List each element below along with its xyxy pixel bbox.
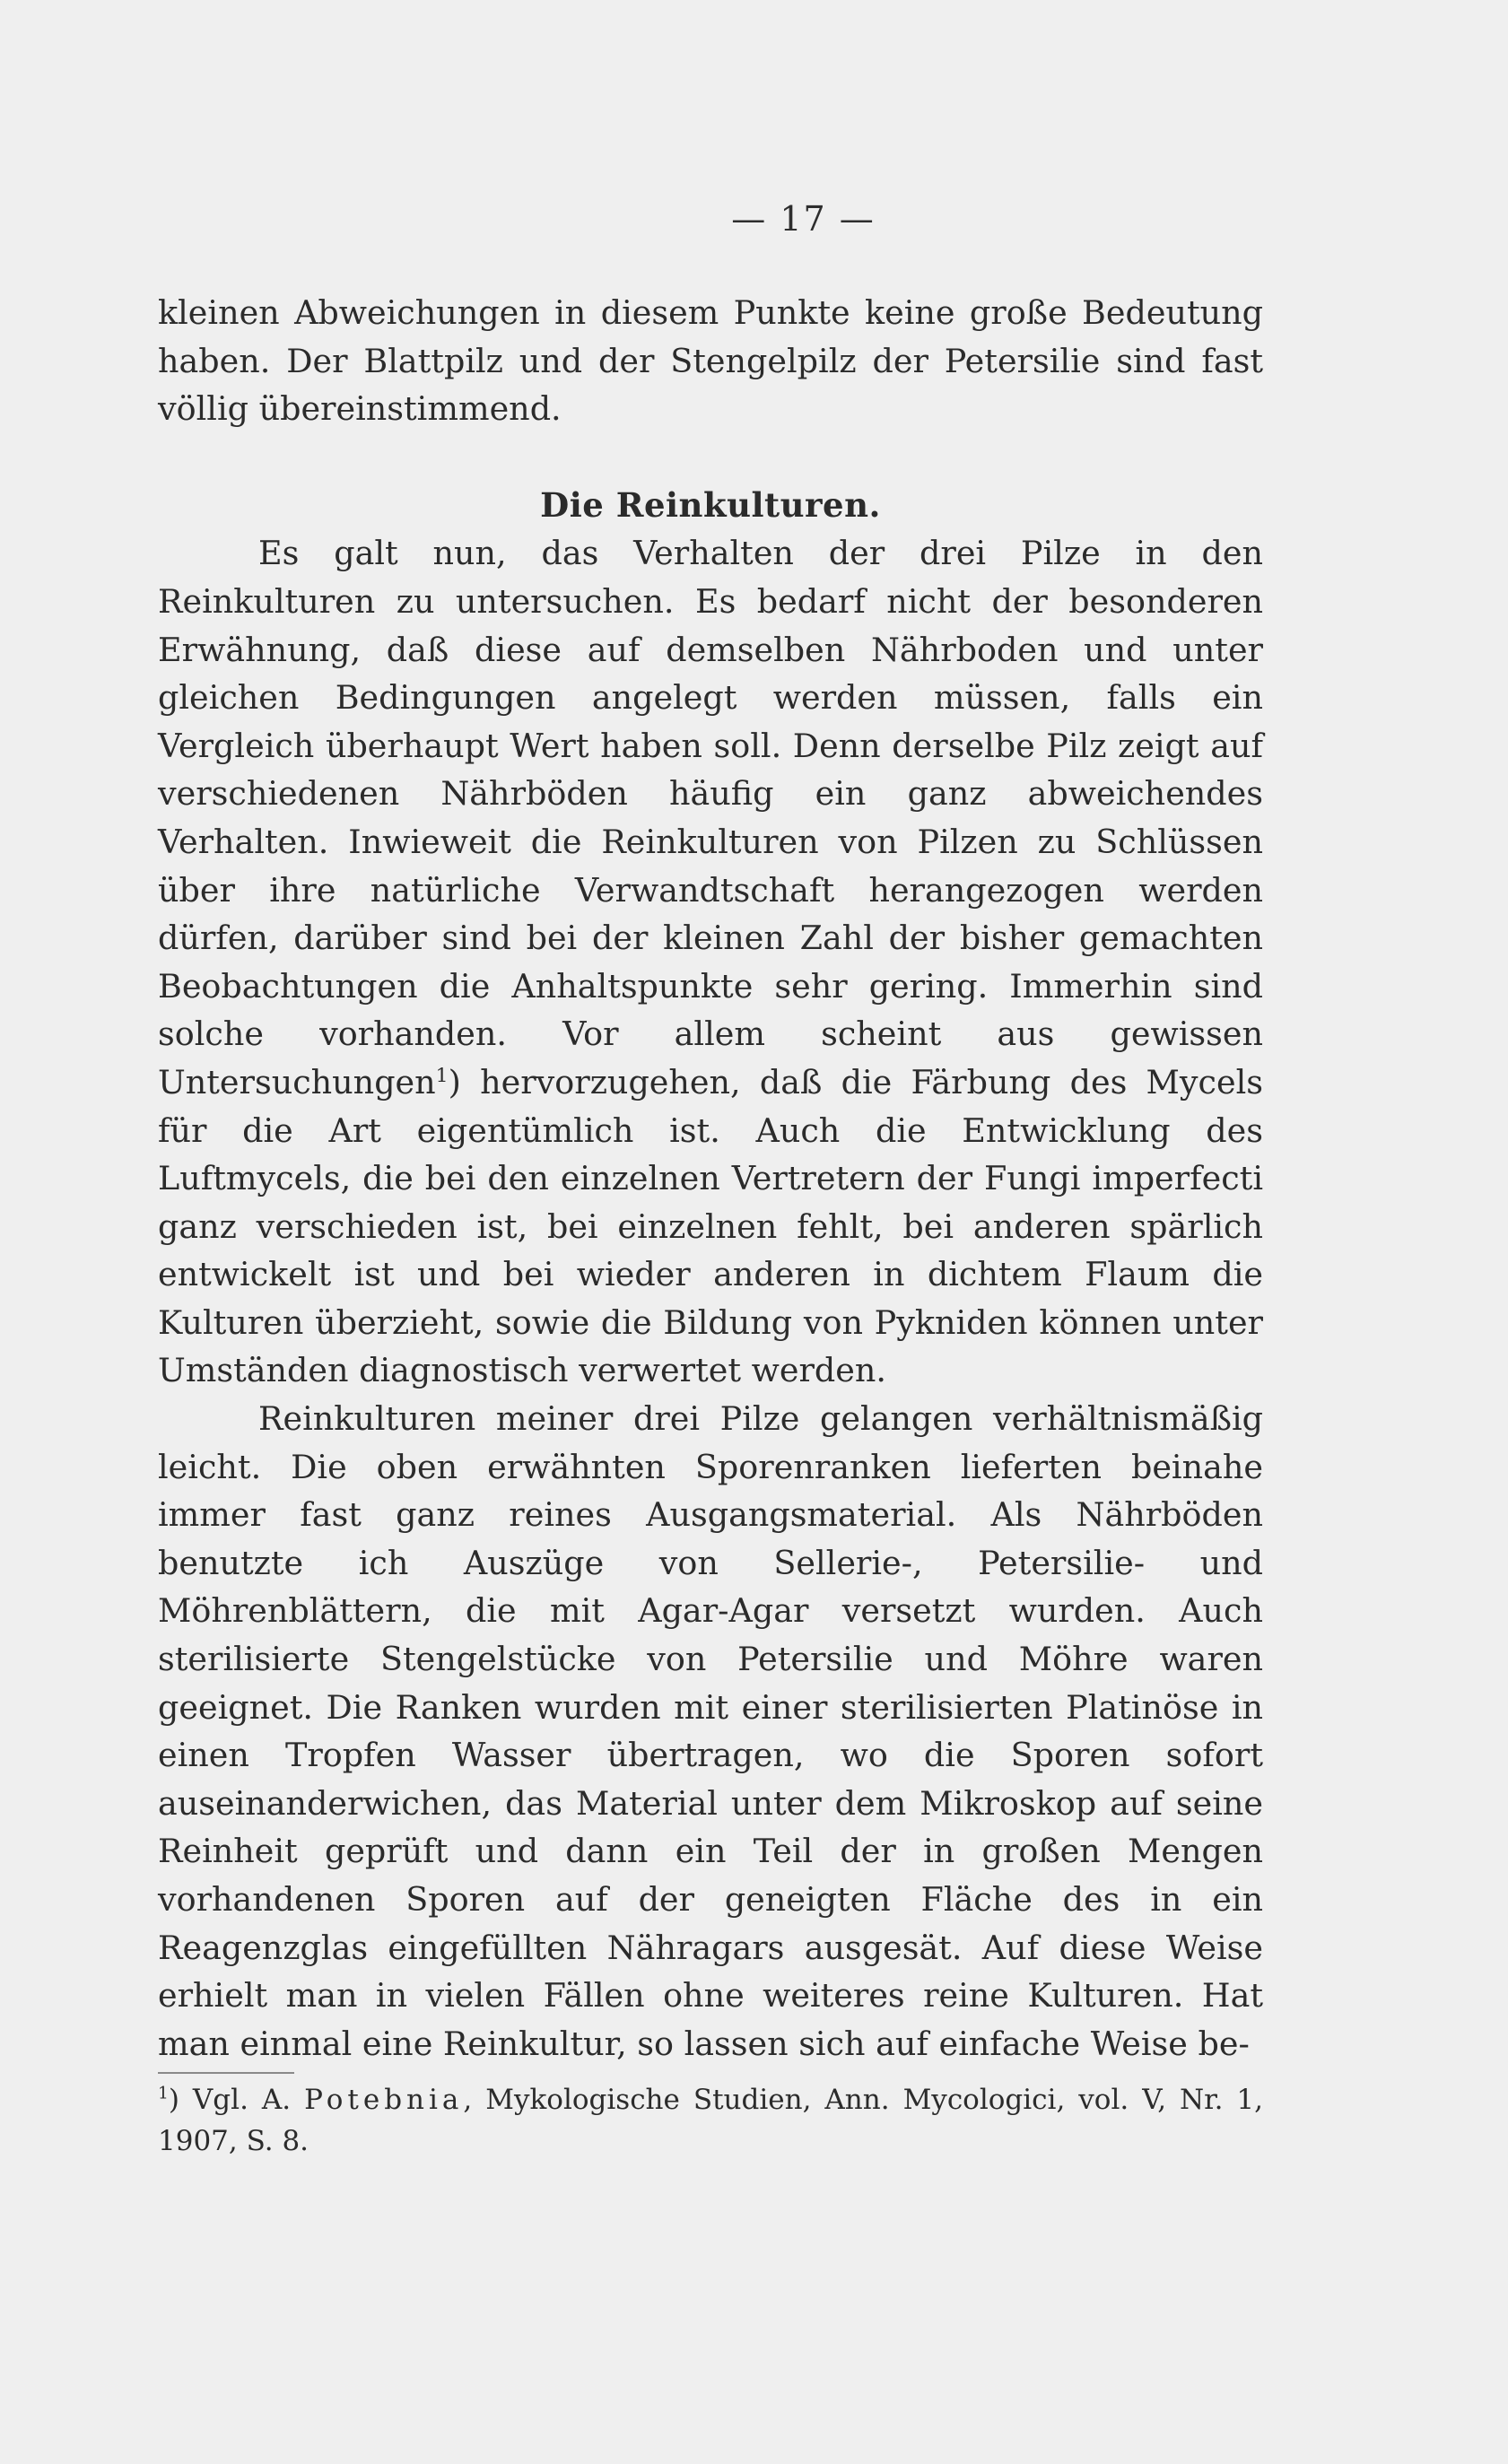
footnote-citation: , Mykologische Studien, Ann. Mycologici, vol. V, Nr. 1, 1907, S. 8. <box>158 2084 1263 2157</box>
footnote-reference: 1 <box>435 1064 449 1087</box>
page-number: — 17 — <box>731 199 876 239</box>
footnote-text <box>158 2079 1263 2162</box>
section-heading: Die Reinkulturen. <box>540 484 881 525</box>
footnote-author: Potebnia <box>304 2084 464 2116</box>
paragraph-methods: Reinkulturen meiner drei Pilze gelangen verhältnismäßig leicht. Die oben erwähnten Sporenranken lieferten beinahe immer fast ganz reines Ausgangsmaterial. Als Nährböden benutzte ich Auszüge von Sellerie-, Petersilie- und Möhrenblättern, die mit Agar-Agar versetzt wurden. Auch sterilisierte Stengelstücke von Petersilie und Möhre waren geeignet. Die Ranken wurden mit einer sterilisierten Platinöse in einen Tropfen Wasser übertragen, wo die Sporen sofort auseinanderwichen, das Material unter dem Mikroskop auf seine Reinheit geprüft und dann ein Teil der in großen Mengen vorhandenen Sporen auf der geneigten Fläche des in ein Reagenzglas eingefüllten Nähragars ausgesät. Auf diese Weise erhielt man in vielen Fällen ohne weiteres reine Kulturen. Hat man einmal eine Reinkultur, so lassen sich auf einfache Weise be- <box>158 1399 1263 2063</box>
paragraph-text: ) hervorzugehen, daß die Färbung des Mycels für die Art eigentümlich ist. Auch die Entwicklung des Luftmycels, die bei den einzelnen Vertretern der Fungi imperfecti ganz verschieden ist, bei einzelnen fehlt, bei anderen spärlich entwickelt ist und bei wieder anderen in dichtem Flaum die Kulturen überzieht, sowie die Bildung von Pykniden können unter Umständen diagnostisch verwertet werden. <box>158 1062 1263 1390</box>
body-text <box>158 289 1263 2068</box>
footnote-prefix: ) Vgl. A. <box>168 2084 305 2116</box>
paragraph-continuation: kleinen Abweichungen in diesem Punkte keine große Bedeutung haben. Der Blattpilz und der Stengelpilz der Petersilie sind fast völlig übereinstimmend. <box>158 293 1263 429</box>
footnote-marker: 1 <box>158 2084 169 2103</box>
footnote-divider <box>158 2072 294 2074</box>
paragraph-reinkulturen-intro <box>158 529 1263 1395</box>
paragraph-text: Es galt nun, das Verhalten der drei Pilze in den Reinkulturen zu untersuchen. Es bedarf nicht der besonderen Erwähnung, daß diese auf demselben Nährboden und unter gleichen Bedingungen angelegt werden müssen, falls ein Vergleich überhaupt Wert haben soll. Denn derselbe Pilz zeigt auf verschiedenen Nährböden häufig ein ganz abweichendes Verhalten. Inwieweit die Reinkulturen von Pilzen zu Schlüssen über ihre natürliche Verwandtschaft herangezogen werden dürfen, darüber sind bei der kleinen Zahl der bisher gemachten Beobachtungen die Anhaltspunkte sehr gering. Immerhin sind solche vorhanden. Vor allem scheint aus gewissen Untersuchungen <box>158 534 1263 1101</box>
footnote <box>158 2079 1263 2162</box>
